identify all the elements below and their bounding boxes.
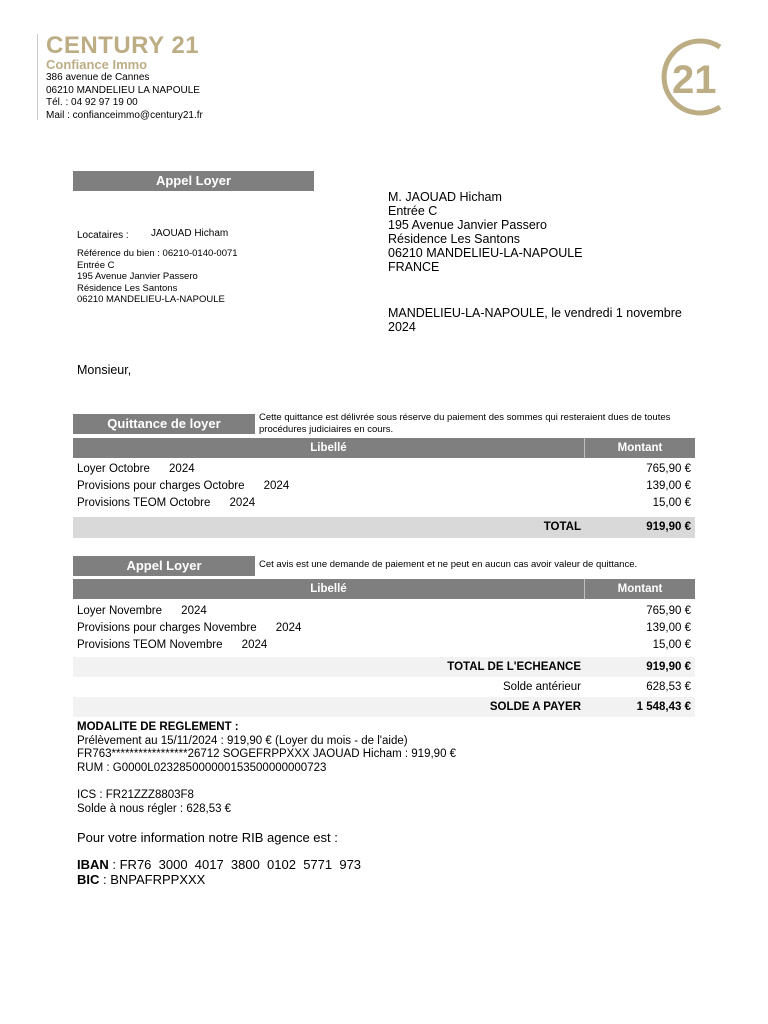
agency-city: 06210 MANDELIEU LA NAPOULE <box>46 84 200 96</box>
recipient-address <box>388 190 583 274</box>
iban-value: : FR76 3000 4017 3800 0102 5771 973 <box>108 857 362 872</box>
date-place <box>388 306 682 334</box>
logo-text: 21 <box>672 58 717 102</box>
table-row <box>73 603 695 620</box>
solde-a-payer-amount: 1 548,43 € <box>636 701 691 713</box>
ics-line: ICS : FR21ZZZ8803F8 <box>77 789 194 801</box>
echeance-amount: 919,90 € <box>646 661 691 673</box>
date-year: 2024 <box>388 320 416 334</box>
rib-bic <box>77 872 205 887</box>
row-amount: 765,90 € <box>646 463 691 475</box>
century21-logo <box>658 33 732 121</box>
row-amount: 139,00 € <box>646 480 691 492</box>
recipient-line: 195 Avenue Janvier Passero <box>388 218 547 232</box>
quittance-note: Cette quittance est délivrée sous réserve du paiement des sommes qui resteraient dues de toutes procédures judiciaires en cours. <box>259 412 671 435</box>
solde-anterieur-label: Solde antérieur <box>503 681 581 693</box>
agency-block <box>37 34 237 120</box>
reglement-line: RUM : G0000L023285000000153500000000723 <box>77 761 327 774</box>
table-row <box>73 461 695 478</box>
property-reference: Référence du bien : 06210-0140-0071 <box>77 248 238 259</box>
property-line: Résidence Les Santons <box>77 282 178 294</box>
appel-title-bar: Appel Loyer <box>73 556 255 576</box>
rib-intro: Pour votre information notre RIB agence est : <box>77 830 338 845</box>
recipient-line: M. JAOUAD Hicham <box>388 190 502 204</box>
agency-brand: CENTURY 21 <box>46 32 200 59</box>
appel-loyer-title-bar: Appel Loyer <box>73 171 314 191</box>
row-amount: 765,90 € <box>646 605 691 617</box>
bic-label: BIC <box>77 872 100 887</box>
recipient-line: 06210 MANDELIEU-LA-NAPOULE <box>388 246 583 260</box>
table-row <box>73 495 695 512</box>
solde-anterieur-amount: 628,53 € <box>646 681 691 693</box>
solde-line: Solde à nous régler : 628,53 € <box>77 802 232 815</box>
table-row <box>73 637 695 654</box>
bic-value: : BNPAFRPPXXX <box>99 872 206 887</box>
agency-address: 386 avenue de Cannes <box>46 72 150 83</box>
agency-mail: Mail : confianceimmo@century21.fr <box>46 109 203 121</box>
row-amount: 15,00 € <box>652 639 691 651</box>
solde-anterieur-row <box>73 677 695 697</box>
appel-table <box>73 579 695 719</box>
column-header-label: Libellé <box>73 438 585 458</box>
total-amount: 919,90 € <box>646 521 691 533</box>
row-label: Loyer Novembre 2024 <box>77 605 207 617</box>
tenant-label: Locataires : <box>77 230 129 241</box>
column-header-amount: Montant <box>617 442 663 454</box>
agency-phone: Tél. : 04 92 97 19 00 <box>46 97 138 108</box>
row-label: Provisions pour charges Octobre 2024 <box>77 480 290 492</box>
property-line: Entrée C <box>77 259 115 271</box>
column-header-amount: Montant <box>617 583 663 595</box>
quittance-table <box>73 438 695 540</box>
iban-label: IBAN <box>77 857 109 872</box>
rib-iban <box>77 857 361 872</box>
property-reference-block <box>77 248 238 306</box>
reglement-title: MODALITE DE REGLEMENT : <box>77 721 239 733</box>
solde-a-payer-label: SOLDE A PAYER <box>489 701 581 713</box>
recipient-line: Résidence Les Santons <box>388 232 521 246</box>
column-header-label: Libellé <box>73 579 585 599</box>
reglement-block <box>77 721 456 816</box>
echeance-row <box>73 657 695 677</box>
table-row <box>73 620 695 637</box>
greeting: Monsieur, <box>77 363 132 377</box>
recipient-line: Entrée C <box>388 204 438 218</box>
total-label: TOTAL <box>543 521 581 533</box>
echeance-label: TOTAL DE L'ECHEANCE <box>447 661 581 673</box>
recipient-line: FRANCE <box>388 260 440 274</box>
reglement-line: FR763*****************26712 SOGEFRPPXXX JAOUAD Hicham : 919,90 € <box>77 748 457 760</box>
table-header <box>73 579 695 599</box>
row-amount: 139,00 € <box>646 622 691 634</box>
row-amount: 15,00 € <box>652 497 691 509</box>
row-label: Loyer Octobre 2024 <box>77 463 195 475</box>
reglement-line: Prélèvement au 15/11/2024 : 919,90 € (Loyer du mois - de l'aide) <box>77 734 408 747</box>
total-row <box>73 517 695 538</box>
table-header <box>73 438 695 458</box>
quittance-title-bar: Quittance de loyer <box>73 414 255 434</box>
row-label: Provisions TEOM Novembre 2024 <box>77 639 268 651</box>
row-label: Provisions TEOM Octobre 2024 <box>77 497 256 509</box>
property-line: 195 Avenue Janvier Passero <box>77 271 198 282</box>
agency-name: Confiance Immo <box>46 57 148 72</box>
appel-note: Cet avis est une demande de paiement et ne peut en aucun cas avoir valeur de quittance. <box>259 559 638 570</box>
solde-a-payer-row <box>73 697 695 717</box>
tenant-name: JAOUAD Hicham <box>151 228 229 239</box>
table-row <box>73 478 695 495</box>
property-line: 06210 MANDELIEU-LA-NAPOULE <box>77 294 225 305</box>
row-label: Provisions pour charges Novembre 2024 <box>77 622 302 634</box>
date-line: MANDELIEU-LA-NAPOULE, le vendredi 1 novembre <box>388 306 682 320</box>
